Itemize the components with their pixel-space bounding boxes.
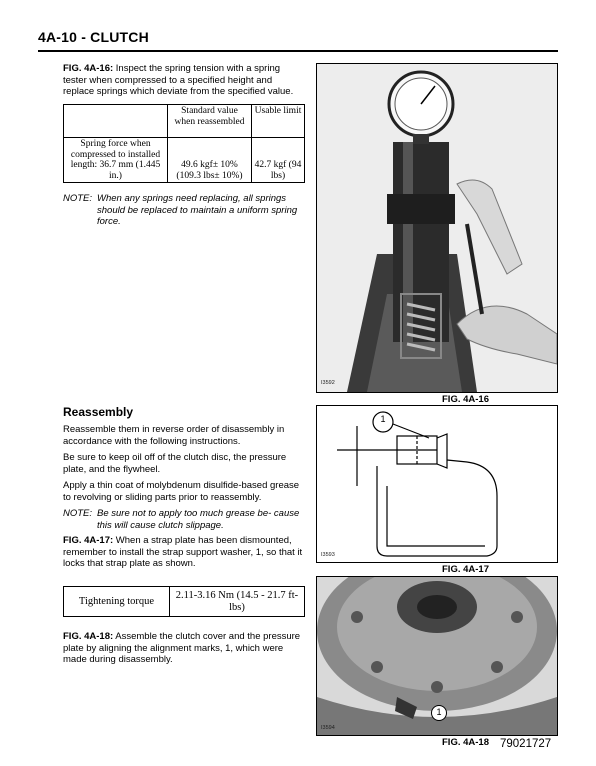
fig-18-callout: 1 [436, 707, 442, 717]
para-fig-18-label: FIG. 4A-18: [63, 631, 114, 642]
torque-value: 2.11-3.16 Nm (14.5 - 21.7 ft-lbs) [170, 587, 305, 617]
note-grease [63, 508, 305, 531]
torque-label: Tightening torque [64, 587, 170, 617]
torque-table [63, 586, 305, 617]
reassembly-p3 [63, 480, 305, 503]
spec-empty-cell [64, 105, 168, 138]
note-springs-text: When any springs need replacing, all springs should be replaced to maintain a uniform spring force. [97, 193, 298, 228]
reassembly-p2-text: Be sure to keep oil off of the clutch disc, the pressure plate, and the flywheel. [63, 452, 287, 475]
fig-17-image-code: I3593 [321, 552, 335, 558]
note-grease-label: NOTE: [63, 508, 93, 519]
fig-16-caption: FIG. 4A-16 [442, 394, 489, 405]
note-grease-text: Be sure not to apply too much grease be- cause this will cause clutch slippage. [97, 508, 300, 531]
spec-col-standard: Standard value when reassembled [168, 105, 252, 138]
para-fig-17-label: FIG. 4A-17: [63, 535, 114, 546]
fig-17-drawing [316, 405, 558, 563]
fig-18-photo [316, 576, 558, 736]
fig-16-image-code: I3592 [321, 380, 335, 386]
reassembly-p3-text: Apply a thin coat of molybdenum disulfide-based grease to revolving or sliding parts prior to reassembly. [63, 480, 300, 503]
para-fig-18 [63, 631, 305, 666]
para-fig-16-text: Inspect the spring tension with a spring tester when compressed to a specified height and replace springs which deviate from the specified value. [63, 63, 294, 98]
spring-spec-table [63, 104, 305, 183]
page-code: 79021727 [500, 738, 552, 750]
reassembly-p1-text: Reassemble them in reverse order of disassembly in accordance with the following instructions. [63, 424, 285, 447]
fig-17-callout: 1 [380, 414, 386, 424]
spec-standard-value: 49.6 kgf± 10% (109.3 lbs± 10%) [168, 138, 252, 183]
spec-usable-value: 42.7 kgf (94 lbs) [252, 138, 305, 183]
reassembly-p1 [63, 424, 305, 447]
spring-tester-illustration [317, 64, 557, 392]
fig-18-image-code: I3594 [321, 725, 335, 731]
page-title: 4A-10 - CLUTCH [38, 29, 149, 45]
spec-row-label: Spring force when compressed to installed length: 36.7 mm (1.445 in.) [64, 138, 168, 183]
para-fig-17 [63, 535, 305, 570]
reassembly-p2 [63, 452, 305, 475]
para-fig-16-label: FIG. 4A-16: [63, 63, 114, 74]
spec-col-usable: Usable limit [252, 105, 305, 138]
header-rule [38, 50, 558, 52]
para-fig-18-text: Assemble the clutch cover and the pressure plate by aligning the alignment marks, 1, which were made during disassembly. [63, 631, 301, 666]
reassembly-heading: Reassembly [63, 405, 134, 419]
fig-16-photo [316, 63, 558, 393]
strap-plate-diagram [317, 406, 557, 562]
note-springs [63, 193, 305, 228]
note-springs-label: NOTE: [63, 193, 93, 204]
para-fig-17-text: When a strap plate has been dismounted, remember to install the strap support washer, 1, so that it locks that strap plate as shown. [63, 535, 303, 570]
fig-17-caption: FIG. 4A-17 [442, 564, 489, 575]
fig-18-caption: FIG. 4A-18 [442, 737, 489, 748]
para-fig-16 [63, 63, 305, 98]
